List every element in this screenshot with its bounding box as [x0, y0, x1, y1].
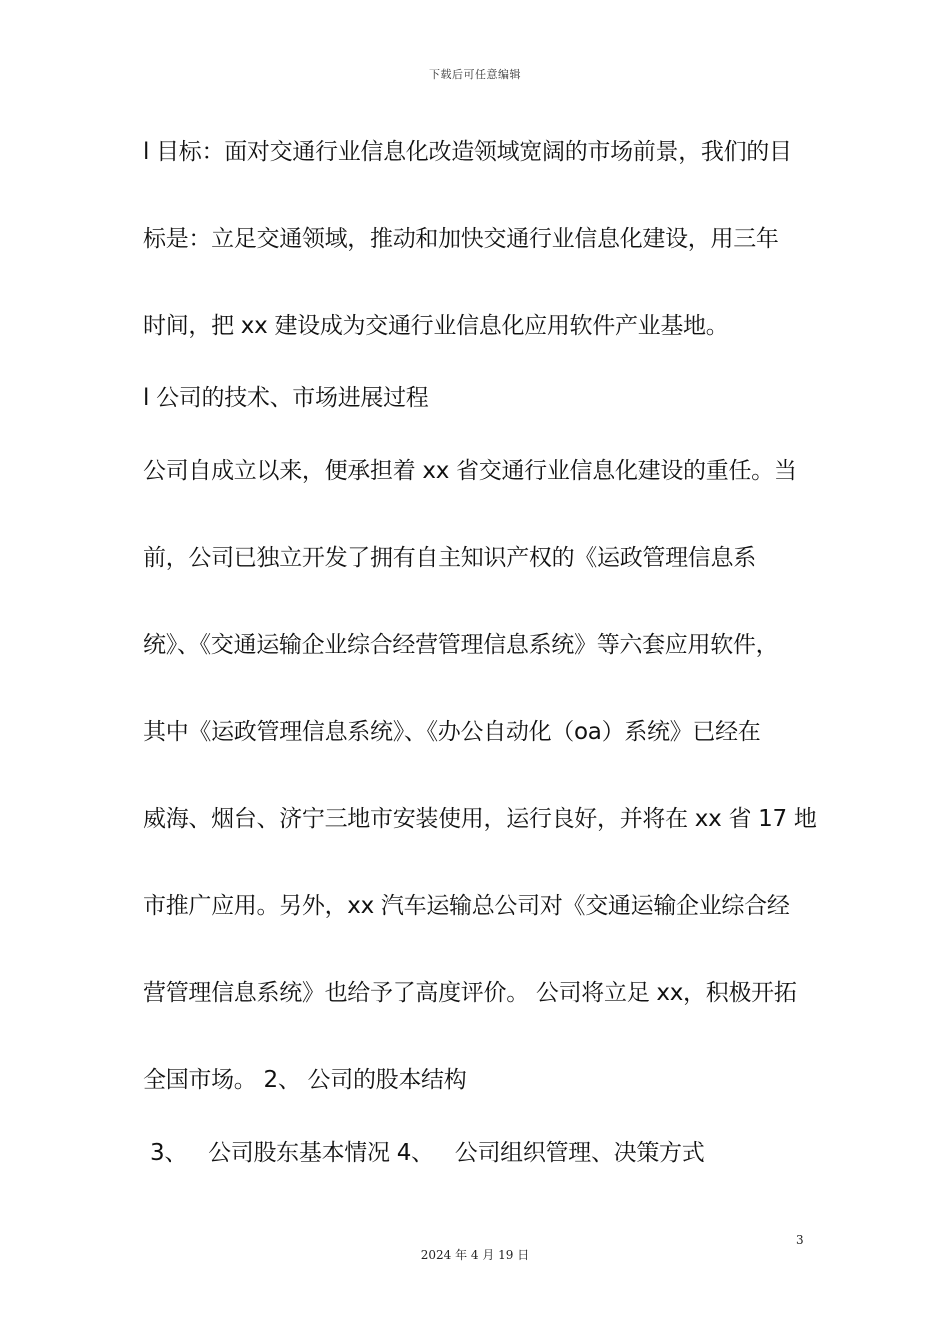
page-header: 下载后可任意编辑 [429, 68, 521, 81]
section-heading: l 公司的技术、市场进展过程 [143, 385, 429, 411]
paragraph-line: 市推广应用。另外，xx 汽车运输总公司对《交通运输企业综合经 [143, 893, 790, 919]
paragraph-line: 时间，把 xx 建设成为交通行业信息化应用软件产业基地。 [143, 313, 729, 339]
paragraph-line: 营管理信息系统》也给予了高度评价。 公司将立足 xx，积极开拓 [143, 980, 797, 1006]
page-number: 3 [796, 1233, 804, 1247]
paragraph-line: 其中《运政管理信息系统》、《办公自动化（oa）系统》已经在 [143, 719, 761, 745]
section-heading: 3、 公司股东基本情况 4、 公司组织管理、决策方式 [143, 1140, 705, 1166]
paragraph-line: 标是：立足交通领域，推动和加快交通行业信息化建设，用三年 [143, 226, 779, 252]
paragraph-line: 统》、《交通运输企业综合经营管理信息系统》等六套应用软件， [143, 632, 779, 658]
paragraph-line: 公司自成立以来，便承担着 xx 省交通行业信息化建设的重任。当 [143, 458, 797, 484]
paragraph-line: 威海、烟台、济宁三地市安装使用，运行良好，并将在 xx 省 17 地 [143, 806, 817, 832]
paragraph-line: 全国市场。 2、 公司的股本结构 [143, 1067, 467, 1093]
footer-date: 2024 年 4 月 19 日 [420, 1248, 530, 1262]
paragraph-line: 前，公司已独立开发了拥有自主知识产权的《运政管理信息系 [143, 545, 756, 571]
paragraph-line: l 目标：面对交通行业信息化改造领域宽阔的市场前景，我们的目 [143, 139, 792, 165]
